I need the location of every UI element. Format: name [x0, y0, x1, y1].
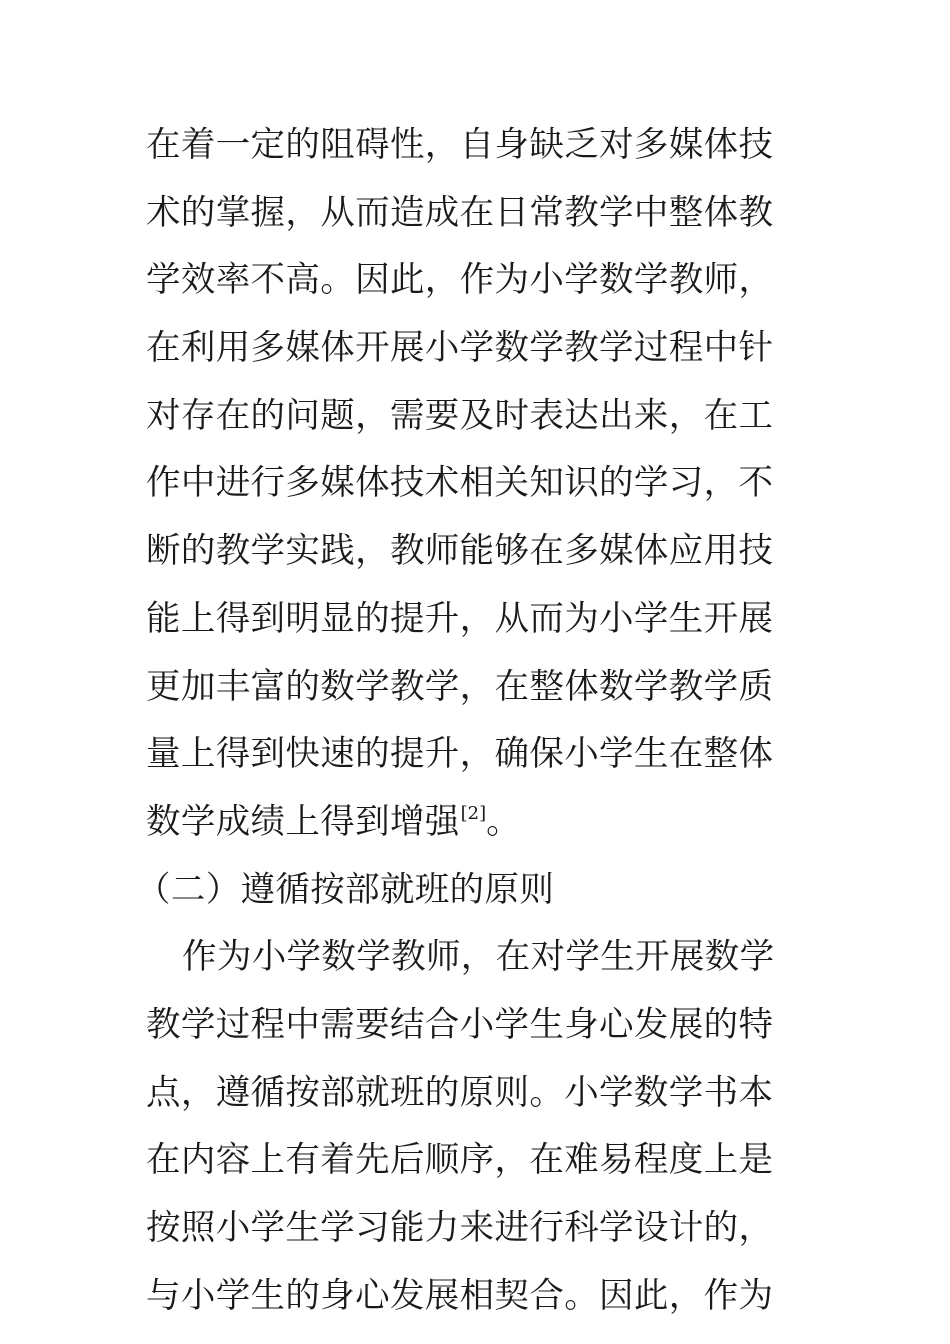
- paragraph-1-line-2: 术的掌握，从而造成在日常教学中整体教: [146, 192, 774, 233]
- paragraph-1-line-11: [146, 789, 786, 857]
- paragraph-2-line-2: 教学过程中需要结合小学生身心发展的特: [146, 1004, 774, 1045]
- paragraph-1-last-line-end: 。: [486, 801, 522, 842]
- paragraph-1-line-7: 断的教学实践，教师能够在多媒体应用技: [146, 531, 774, 572]
- paragraph-2-line-6: 与小学生的身心发展相契合。因此，作为: [146, 1275, 774, 1316]
- paragraph-1-line-1: 在着一定的阻碍性，自身缺乏对多媒体技: [146, 125, 774, 165]
- paragraph-2-line-5: 按照小学生学习能力来进行科学设计的，: [146, 1208, 774, 1248]
- paragraph-2-line-3: 点，遵循按部就班的原则。小学数学书本: [146, 1072, 774, 1113]
- citation-reference[interactable]: [2]: [460, 802, 487, 824]
- paragraph-1-line-5: 对存在的问题，需要及时表达出来，在工: [146, 395, 774, 436]
- paragraph-2-line-4: 在内容上有着先后顺序，在难易程度上是: [146, 1140, 774, 1181]
- body-text: [136, 112, 786, 1330]
- paragraph-1-line-10: 量上得到快速的提升，确保小学生在整体: [146, 734, 774, 775]
- paragraph-1-line-6: 作中进行多媒体技术相关知识的学习，不: [146, 463, 774, 504]
- paragraph-1-line-4: 在利用多媒体开展小学数学教学过程中针: [146, 328, 774, 369]
- paragraph-1-line-3: 学效率不高。因此，作为小学数学教师，: [146, 260, 774, 301]
- section-heading: （二）遵循按部就班的原则: [136, 869, 555, 910]
- paragraph-2-line-1: 作为小学数学教师，在对学生开展数学: [182, 937, 775, 978]
- paragraph-1-line-8: 能上得到明显的提升，从而为小学生开展: [146, 598, 774, 639]
- paragraph-1-line-9: 更加丰富的数学教学，在整体数学教学质: [146, 666, 774, 707]
- paragraph-1-last-line-text: 数学成绩上得到增强: [146, 801, 460, 842]
